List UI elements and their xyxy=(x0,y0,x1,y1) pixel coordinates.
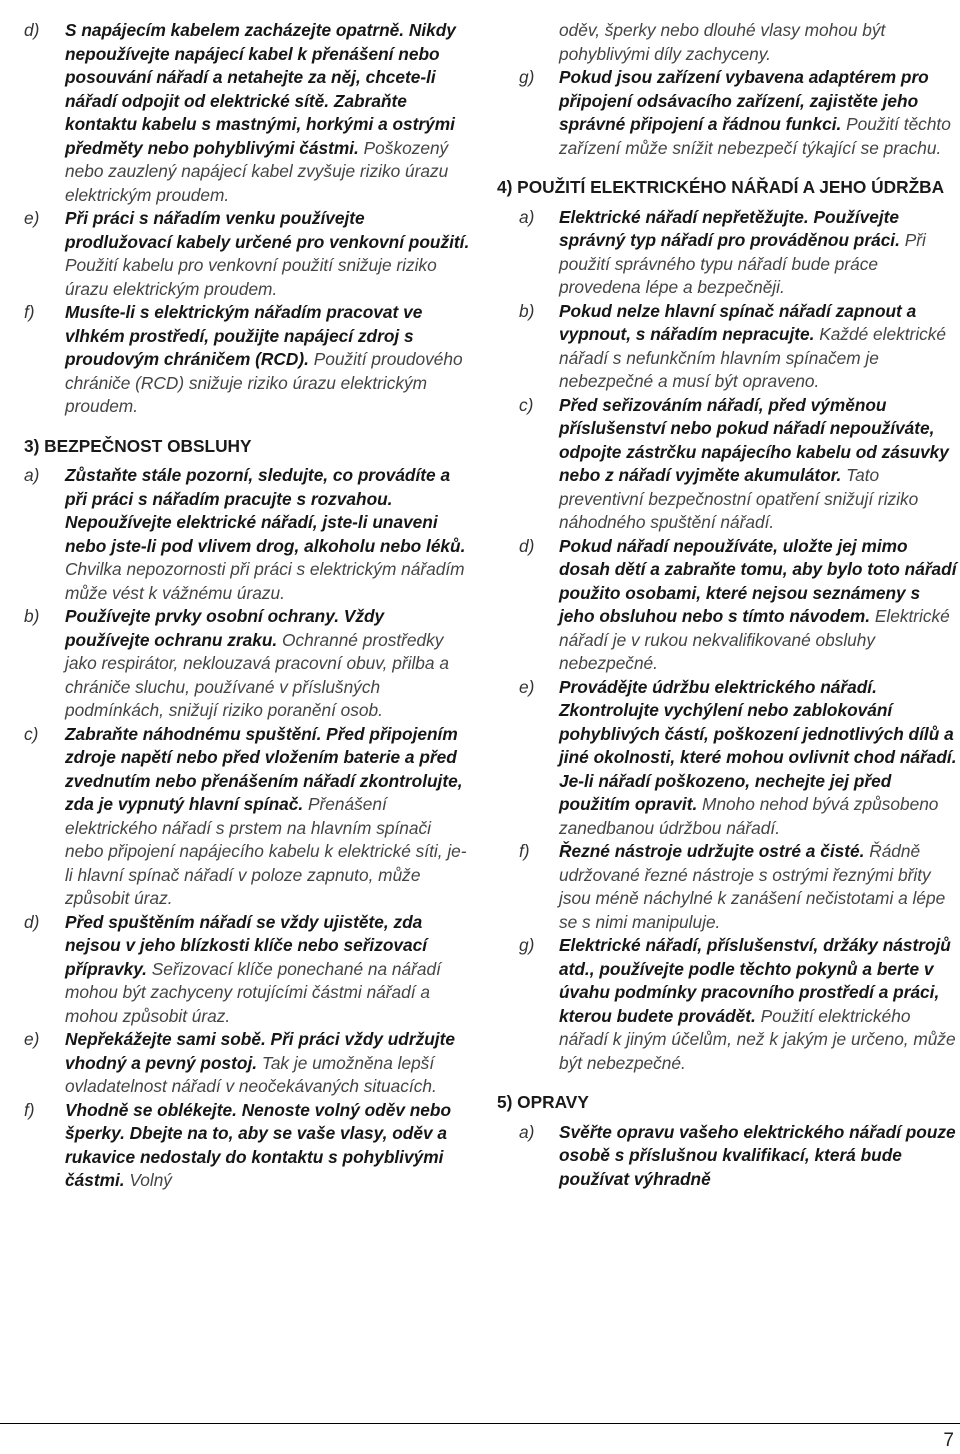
item-bold-text: Elektrické nářadí nepřetěžujte. Používejte správný typ nářadí pro prováděnou práci. xyxy=(559,206,900,250)
right-column xyxy=(497,19,959,1191)
instruction-item xyxy=(497,394,959,535)
instruction-item xyxy=(24,19,471,207)
item-marker: f) xyxy=(519,841,530,861)
instruction-item xyxy=(24,301,471,419)
item-bold-text: Elektrické nářadí, příslušenství, držáky nástrojů atd., používejte podle těchto pokynů a berte v úvahu podmínky pracovního prostředí a práci, kterou budete provádět. xyxy=(559,935,951,1026)
section-heading: 3) BEZPEČNOST OBSLUHY xyxy=(24,435,252,456)
item-regular-text: Poškozený nebo zauzlený napájecí kabel zvyšuje riziko úrazu elektrickým proudem. xyxy=(65,137,449,205)
section-heading: 4) POUŽITÍ ELEKTRICKÉHO NÁŘADÍ A JEHO ÚDRŽBA xyxy=(497,177,945,197)
item-marker: d) xyxy=(519,535,535,556)
left-column xyxy=(24,19,471,1193)
item-regular-text: Při použití správného typu nářadí bude práce provedena lépe a bezpečněji. xyxy=(559,230,926,297)
instruction-item xyxy=(497,840,959,934)
item-bold-text: Pokud jsou zařízení vybavena adaptérem pro připojení odsávacího zařízení, zajistěte jeho správné připojení a řádnou funkci. xyxy=(559,67,929,134)
item-marker: g) xyxy=(519,935,535,955)
item-regular-text: Mnoho nehod bývá způsobeno zanedbanou údržbou nářadí. xyxy=(559,794,939,838)
item-regular-text: Řádně udržované řezné nástroje s ostrými řeznými břity jsou méně náchylné k zanášení nečistotami a lépe se s nimi manipuluje. xyxy=(559,841,946,932)
item-bold-text: Používejte prvky osobní ochrany. Vždy používejte ochranu zraku. xyxy=(65,606,385,650)
item-regular-text: Ochranné prostředky jako respirátor, neklouzavá pracovní obuv, přilba a chrániče sluchu, používané v příslušných podmínkách, snižují riziko poranění osob. xyxy=(65,629,449,720)
item-regular-text: Použití kabelu pro venkovní použití snižuje riziko úrazu elektrickým proudem. xyxy=(65,255,437,299)
item-bold-text: Pokud nářadí nepoužíváte, uložte jej mimo dosah dětí a zabraňte tomu, aby bylo toto nářadí použito osobami, které nejsou seznámeny s jeho obsluhou nebo s tímto návodem. xyxy=(559,535,957,626)
instruction-item xyxy=(24,1028,471,1099)
item-bold-text: Zabraňte náhodnému spuštění. Před připojením zdroje napětí nebo před vložením baterie a před zvednutím nebo přenášením nářadí zkontrolujte, zda je vypnutý hlavní spínač. xyxy=(65,723,463,814)
item-bold-text: Musíte-li s elektrickým nářadím pracovat ve vlhkém prostředí, použijte napájecí zdroj s proudovým chráničem (RCD). xyxy=(65,302,423,369)
instruction-item xyxy=(24,605,471,723)
item-bold-text: Před spuštěním nářadí se vždy ujistěte, zda nejsou v jeho blízkosti klíče nebo seřizovací přípravky. xyxy=(65,911,428,979)
instruction-item xyxy=(497,934,959,1075)
item-regular-text: Tato preventivní bezpečnostní opatření snižují riziko náhodného spuštění nářadí. xyxy=(559,465,919,532)
item-regular-text: Přenášení elektrického nářadí s prstem na hlavním spínači nebo připojení napájecího kabelu k elektrické síti, je-li hlavní spínač nářadí v poloze zapnuto, může způsobit úraz. xyxy=(65,794,467,908)
item-regular-text: Každé elektrické nářadí s nefunkčním hlavním spínačem je nebezpečné a musí být opraveno. xyxy=(559,324,947,391)
item-bold-text: Pokud nelze hlavní spínač nářadí zapnout a vypnout, s nářadím nepracujte. xyxy=(559,300,917,344)
item-regular-text: Tak je umožněna lepší ovladatelnost nářadí v neočekávaných situacích. xyxy=(65,1052,437,1096)
item-regular-text: Použití elektrického nářadí k jiným účelům, než k jakým je určeno, může být nebezpečné. xyxy=(559,1005,956,1073)
section-heading: 5) OPRAVY xyxy=(497,1092,589,1112)
continued-text: oděv, šperky nebo dlouhé vlasy mohou být pohyblivými díly zachyceny. xyxy=(559,20,886,64)
item-regular-text: Volný xyxy=(124,1170,172,1190)
item-regular-text: Elektrické nářadí je v rukou nekvalifikované obsluhy nebezpečné. xyxy=(559,606,950,673)
item-regular-text: Použití proudového chrániče (RCD) snižuje riziko úrazu elektrickým proudem. xyxy=(65,349,463,416)
item-bold-text: Zůstaňte stále pozorní, sledujte, co provádíte a při práci s nářadím pracujte s rozvahou. Nepoužívejte elektrické nářadí, jste-li unaveni nebo jste-li pod vlivem drog, alkoholu nebo léků. xyxy=(65,465,466,556)
item-bold-text: Provádějte údržbu elektrického nářadí. Zkontrolujte vychýlení nebo zablokování pohyblivých částí, poškození jednotlivých dílů a jiné okolnosti, které mohou ovlivnit chod nářadí. Je-li nářadí poškozeno, nechejte jej před použitím opravit. xyxy=(559,676,957,814)
item-marker: b) xyxy=(519,300,535,321)
item-regular-text: Použití těchto zařízení může snížit nebezpečí týkající se prachu. xyxy=(559,114,951,158)
item-bold-text: Při práci s nářadím venku používejte prodlužovací kabely určené pro venkovní použití. xyxy=(65,208,470,252)
instruction-item xyxy=(24,911,471,1029)
item-bold-text: S napájecím kabelem zacházejte opatrně. Nikdy nepoužívejte napájecí kabel k přenášení nebo posouvání nářadí a netahejte za něj, chcete-li nářadí odpojit od elektrické sítě. Zabraňte kontaktu kabelu s mastnými, horkými a ostrými předměty nebo pohyblivými částmi. xyxy=(65,20,456,158)
item-marker: a) xyxy=(519,1121,535,1142)
item-marker: e) xyxy=(24,208,40,228)
item-marker: a) xyxy=(24,465,40,485)
item-marker: a) xyxy=(519,206,535,227)
instruction-item xyxy=(497,206,959,300)
instruction-item xyxy=(24,464,471,605)
item-marker: e) xyxy=(519,676,535,697)
item-marker: f) xyxy=(24,302,35,322)
item-marker: d) xyxy=(24,911,40,932)
item-marker: c) xyxy=(519,394,534,415)
instruction-item xyxy=(497,535,959,676)
page-number: 7 xyxy=(943,1430,954,1451)
item-marker: b) xyxy=(24,606,40,626)
instruction-item xyxy=(497,66,959,160)
item-marker: f) xyxy=(24,1099,35,1120)
item-bold-text: Vhodně se oblékejte. Nenoste volný oděv nebo šperky. Dbejte na to, aby se vaše vlasy, oděv a rukavice nedostaly do kontaktu s pohyblivými částmi. xyxy=(65,1099,452,1190)
instruction-item xyxy=(497,1121,959,1192)
instruction-item xyxy=(497,300,959,394)
instruction-item xyxy=(24,723,471,911)
item-bold-text: Před seřizováním nářadí, před výměnou příslušenství nebo pokud nářadí nepoužíváte, odpojte zástrčku napájecího kabelu od zásuvky nebo z nářadí vyjměte akumulátor. xyxy=(559,394,949,485)
item-marker: d) xyxy=(24,20,40,40)
item-marker: c) xyxy=(24,723,39,744)
instruction-item xyxy=(24,207,471,301)
item-marker: g) xyxy=(519,67,535,87)
item-bold-text: Řezné nástroje udržujte ostré a čisté. xyxy=(559,841,865,861)
item-bold-text: Nepřekážejte sami sobě. Při práci vždy udržujte vhodný a pevný postoj. xyxy=(65,1029,455,1073)
instruction-item xyxy=(24,1099,471,1193)
footer-rule xyxy=(0,1423,960,1424)
instruction-item xyxy=(497,676,959,841)
item-bold-text: Svěřte opravu vašeho elektrického nářadí pouze osobě s příslušnou kvalifikací, která bude používat výhradně xyxy=(559,1121,956,1189)
item-regular-text: Chvilka nepozornosti při práci s elektrickým nářadím může vést k vážnému úrazu. xyxy=(65,559,465,603)
item-marker: e) xyxy=(24,1029,40,1049)
item-regular-text: Seřizovací klíče ponechané na nářadí mohou být zachyceny rotujícími částmi nářadí a mohou způsobit úraz. xyxy=(65,958,441,1026)
